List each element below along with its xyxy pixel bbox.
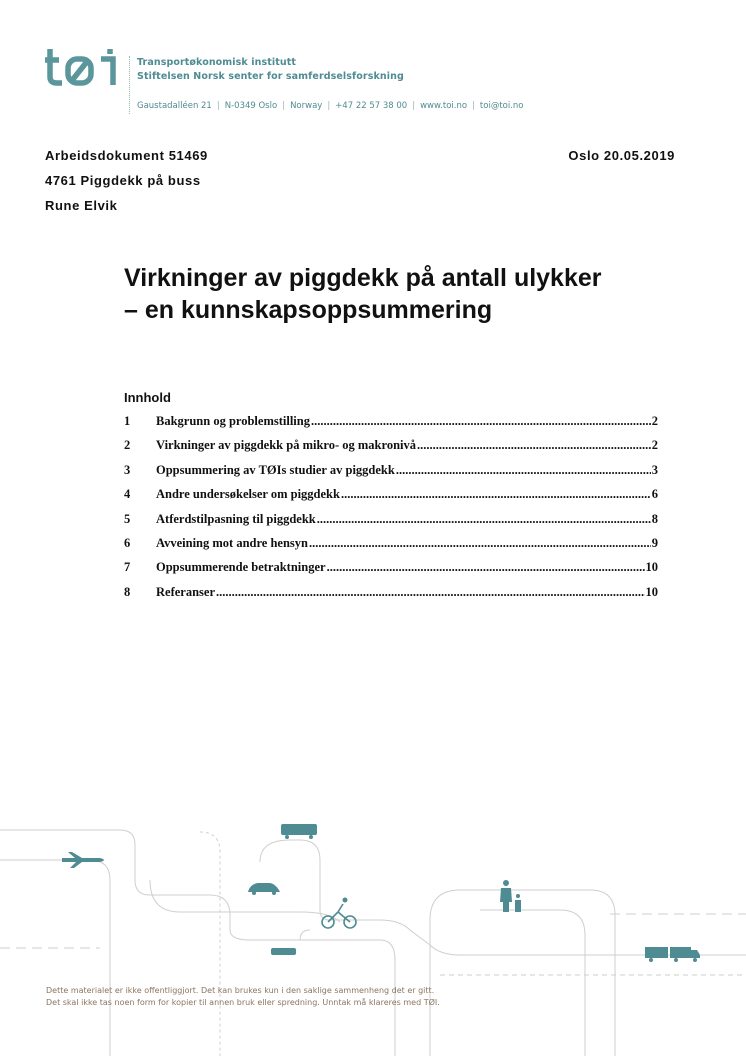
contact-website: www.toi.no: [420, 101, 468, 111]
transport-illustration: [0, 820, 746, 1056]
contact-phone: +47 22 57 38 00: [335, 101, 408, 111]
org-subtitle: Stiftelsen Norsk senter for samferdselsforskning: [137, 71, 404, 82]
toc-entry[interactable]: [124, 560, 658, 584]
toc-entry-title: Avveining mot andre hensyn: [156, 535, 308, 550]
table-of-contents: [124, 414, 658, 609]
title-line-1: Virkninger av piggdekk på antall ulykker: [124, 264, 602, 292]
toc-entry[interactable]: [124, 536, 658, 560]
toc-entry[interactable]: [124, 487, 658, 511]
contact-country: Norway: [290, 101, 323, 111]
date: Oslo 20.05.2019: [568, 148, 675, 163]
toc-entry-number: 3: [124, 462, 131, 477]
title-line-2: – en kunnskapsoppsummering: [124, 296, 493, 324]
author: Rune Elvik: [45, 198, 118, 213]
toc-entry-page: 9: [651, 535, 658, 550]
toc-entry[interactable]: [124, 512, 658, 536]
toc-entry-page: 8: [651, 511, 658, 526]
toc-entry-number: 2: [124, 438, 131, 453]
project-name: 4761 Piggdekk på buss: [45, 173, 201, 188]
toc-entry-page: 3: [651, 462, 658, 477]
toc-entry-leader: [309, 536, 651, 551]
toc-entry[interactable]: [124, 585, 658, 609]
contact-line: Gaustadalléen 21 | N-0349 Oslo | Norway | +47 22 57 38 00 | www.toi.no | toi@toi.no: [137, 101, 524, 111]
toi-logo: [44, 47, 122, 87]
contact-postcode: N-0349 Oslo: [224, 101, 278, 111]
toc-heading: Innhold: [124, 390, 171, 405]
toc-entry[interactable]: [124, 463, 658, 487]
toc-entry-page: 10: [645, 584, 658, 599]
toc-entry-number: 8: [124, 584, 131, 599]
toc-entry-page: 2: [651, 438, 658, 453]
toc-entry-leader: [341, 487, 651, 502]
toc-entry-page: 2: [651, 414, 658, 428]
toc-entry-number: 6: [124, 535, 131, 550]
toc-entry-title: Andre undersøkelser om piggdekk: [156, 487, 340, 502]
toc-entry-title: Oppsummerende betraktninger: [156, 560, 326, 575]
toc-entry-leader: [216, 585, 645, 600]
toc-entry-title: Referanser: [156, 584, 215, 599]
toc-entry-title: Atferdstilpasning til piggdekk: [156, 511, 316, 526]
org-name: Transportøkonomisk institutt: [137, 57, 297, 68]
toc-entry-number: 1: [124, 414, 131, 428]
toc-entry-page: 10: [645, 560, 658, 575]
disclaimer-line-2: Det skal ikke tas noen form for kopier til annen bruk eller spredning. Unntak må klareres med TØI.: [46, 998, 440, 1007]
toc-entry-number: 5: [124, 511, 131, 526]
header-divider: [129, 56, 130, 114]
toc-entry-number: 4: [124, 487, 131, 502]
contact-email: toi@toi.no: [479, 101, 524, 111]
toc-entry-title: Virkninger av piggdekk på mikro- og makronivå: [156, 438, 416, 453]
toc-entry-leader: [317, 512, 651, 527]
page-title: [124, 262, 704, 326]
toc-entry-number: 7: [124, 560, 131, 575]
doc-number: Arbeidsdokument 51469: [45, 148, 208, 163]
toc-entry[interactable]: [124, 438, 658, 462]
toc-entry-title: Oppsummering av TØIs studier av piggdekk: [156, 462, 395, 477]
toc-entry-leader: [417, 438, 651, 453]
toc-entry-title: Bakgrunn og problemstilling: [156, 414, 310, 428]
toc-entry-leader: [327, 560, 645, 575]
toc-entry[interactable]: [124, 414, 658, 438]
toc-entry-leader: [396, 463, 651, 478]
toc-entry-page: 6: [651, 487, 658, 502]
toc-entry-leader: [311, 414, 651, 429]
disclaimer-line-1: Dette materialet er ikke offentliggjort. Det kan brukes kun i den saklige sammenheng det er gitt.: [46, 986, 435, 995]
contact-address: Gaustadalléen 21: [137, 101, 212, 111]
